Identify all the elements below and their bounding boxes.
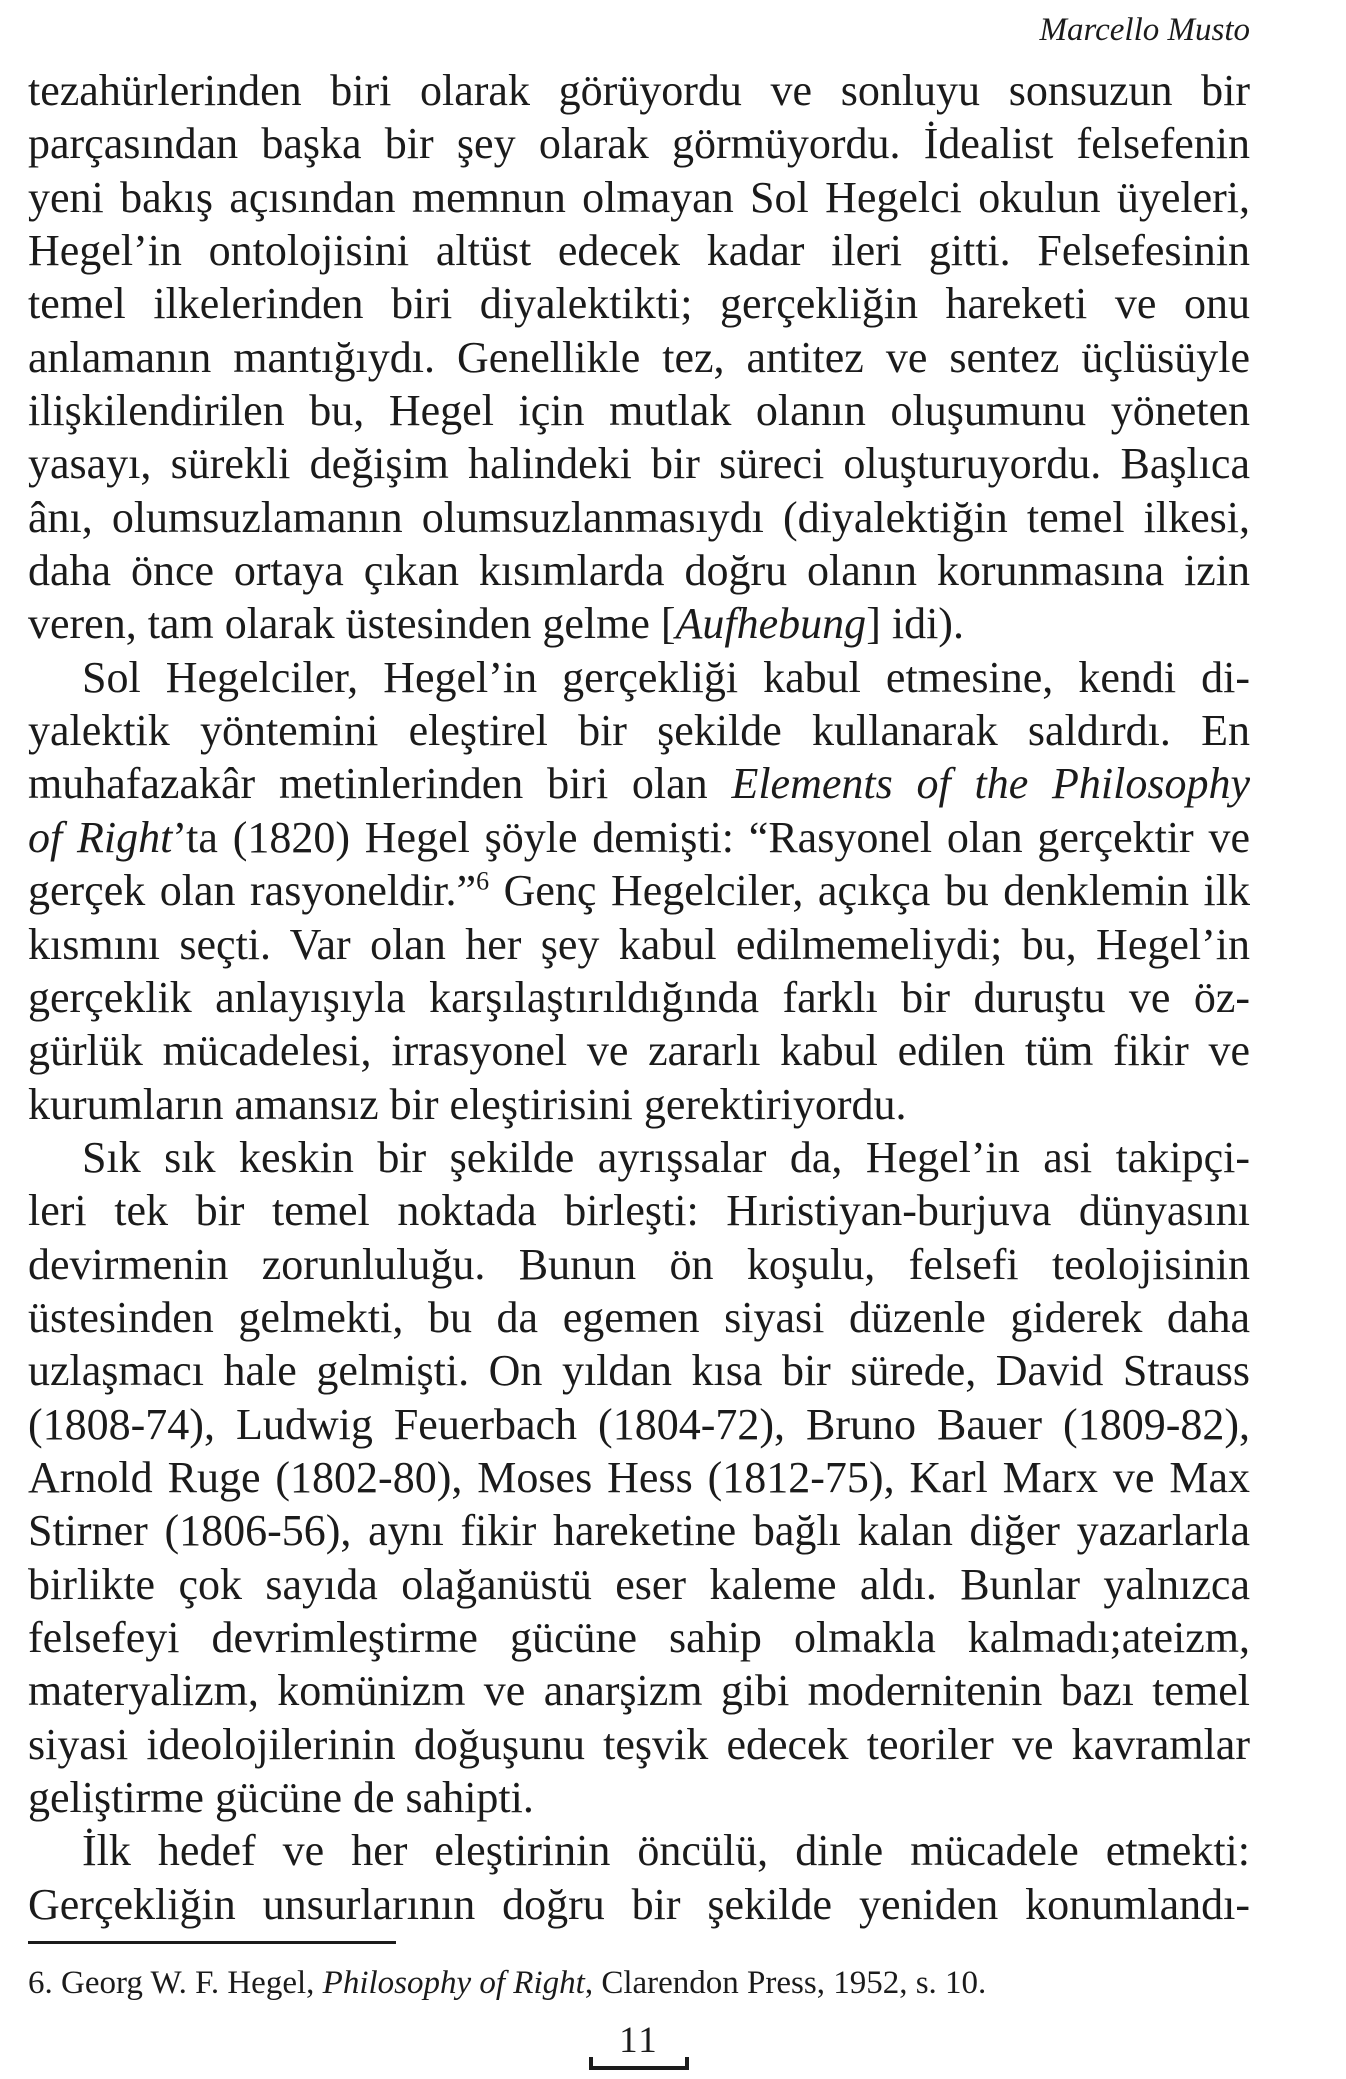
text-line: Sık sık keskin bir şekilde ayrışsalar da, Hegel’in asi takipçi-: [82, 1132, 1250, 1182]
text-line: veren, tam olarak üstesinden gelme [Aufhebung] idi).: [28, 599, 964, 649]
footnote-text-post: , Clarendon Press, 1952, s. 10.: [584, 1965, 987, 2001]
text-line: temel ilkelerinden biri diyalektikti; gerçekliğin hareketi ve onu: [28, 279, 1250, 329]
text-line: felsefeyi devrimleştirme gücüne sahip olmakla kalmadı;ateizm,: [28, 1612, 1250, 1662]
footnote-text-pre: 6. Georg W. F. Hegel,: [28, 1965, 323, 2001]
text-line: gerçeklik anlayışıyla karşılaştırıldığında farklı bir duruştu ve öz-: [28, 972, 1250, 1022]
text-line: ânı, olumsuzlamanın olumsuzlanmasıydı (diyalektiğin temel ilkesi,: [28, 492, 1250, 542]
footnote-book-title: Philosophy of Right: [322, 1965, 585, 2001]
text-line: leri tek bir temel noktada birleşti: Hıristiyan-burjuva dünyasını: [28, 1186, 1250, 1236]
text-line: tezahürlerinden biri olarak görüyordu ve sonluyu sonsuzun bir: [28, 66, 1250, 115]
page-number: 11: [619, 2020, 659, 2061]
text-line: parçasından başka bir şey olarak görmüyordu. İdealist felsefenin: [28, 119, 1250, 169]
text-line: (1808-74), Ludwig Feuerbach (1804-72), Bruno Bauer (1809-82),: [28, 1399, 1250, 1449]
running-header-author: Marcello Musto: [1039, 12, 1250, 48]
text-line: gürlük mücadelesi, irrasyonel ve zararlı kabul edilen tüm fikir ve: [28, 1026, 1250, 1076]
text-line: yasayı, sürekli değişim halindeki bir süreci oluşturuyordu. Başlıca: [28, 439, 1250, 489]
footnote-separator-rule: [28, 1941, 396, 1944]
text-line: Arnold Ruge (1802-80), Moses Hess (1812-75), Karl Marx ve Max: [28, 1452, 1250, 1502]
text-line: ilişkilendirilen bu, Hegel için mutlak olanın oluşumunu yöneten: [28, 386, 1250, 436]
text-line: kısmını seçti. Var olan her şey kabul edilmemeliydi; bu, Hegel’in: [28, 919, 1250, 969]
footnote: [28, 1962, 1250, 2004]
text-line: yalektik yöntemini eleştirel bir şekilde kullanarak saldırdı. En: [28, 706, 1250, 756]
text-line: daha önce ortaya çıkan kısımlarda doğru olanın korunmasına izin: [28, 546, 1250, 596]
text-line: gerçek olan rasyoneldir.”$^6$ Genç Hegelciler, açıkça bu denklemin ilk: [28, 866, 1250, 916]
text-line: İlk hedef ve her eleştirinin öncülü, dinle mücadele etmekti:: [82, 1826, 1250, 1876]
text-line: Stirner (1806-56), aynı fikir hareketine bağlı kalan diğer yazarlarla: [28, 1506, 1250, 1556]
text-line: geliştirme gücüne de sahipti.: [28, 1773, 534, 1822]
text-line: of Right’ta (1820) Hegel şöyle demişti: “Rasyonel olan gerçektir ve: [28, 812, 1250, 862]
text-line: yeni bakış açısından memnun olmayan Sol Hegelci okulun üyeleri,: [28, 172, 1250, 222]
text-line: kurumların amansız bir eleştirisini gerektiriyordu.: [28, 1079, 907, 1129]
text-line: Hegel’in ontolojisini altüst edecek kadar ileri gitti. Felsefesinin: [28, 226, 1250, 276]
page-number-block: [587, 2022, 691, 2070]
text-line: Sol Hegelciler, Hegel’in gerçekliği kabul etmesine, kendi di-: [82, 652, 1250, 702]
text-line: anlamanın mantığıydı. Genellikle tez, antitez ve sentez üçlüsüyle: [28, 332, 1250, 382]
text-line: uzlaşmacı hale gelmişti. On yıldan kısa bir sürede, David Strauss: [28, 1346, 1250, 1396]
text-line: Gerçekliğin unsurlarının doğru bir şekilde yeniden konumlandı-: [28, 1879, 1250, 1929]
text-line: devirmenin zorunluluğu. Bunun ön koşulu, felsefi teolojisinin: [28, 1239, 1250, 1289]
text-line: birlikte çok sayıda olağanüstü eser kaleme aldı. Bunlar yalnızca: [28, 1559, 1250, 1609]
text-line: materyalizm, komünizm ve anarşizm gibi modernitenin bazı temel: [28, 1666, 1250, 1716]
text-line: üstesinden gelmekti, bu da egemen siyasi düzenle giderek daha: [28, 1292, 1250, 1342]
text-line: siyasi ideolojilerinin doğuşunu teşvik edecek teoriler ve kavramlar: [28, 1719, 1250, 1769]
body-text: [28, 64, 1250, 1931]
text-line: muhafazakâr metinlerinden biri olan Elements of the Philosophy: [28, 759, 1250, 809]
